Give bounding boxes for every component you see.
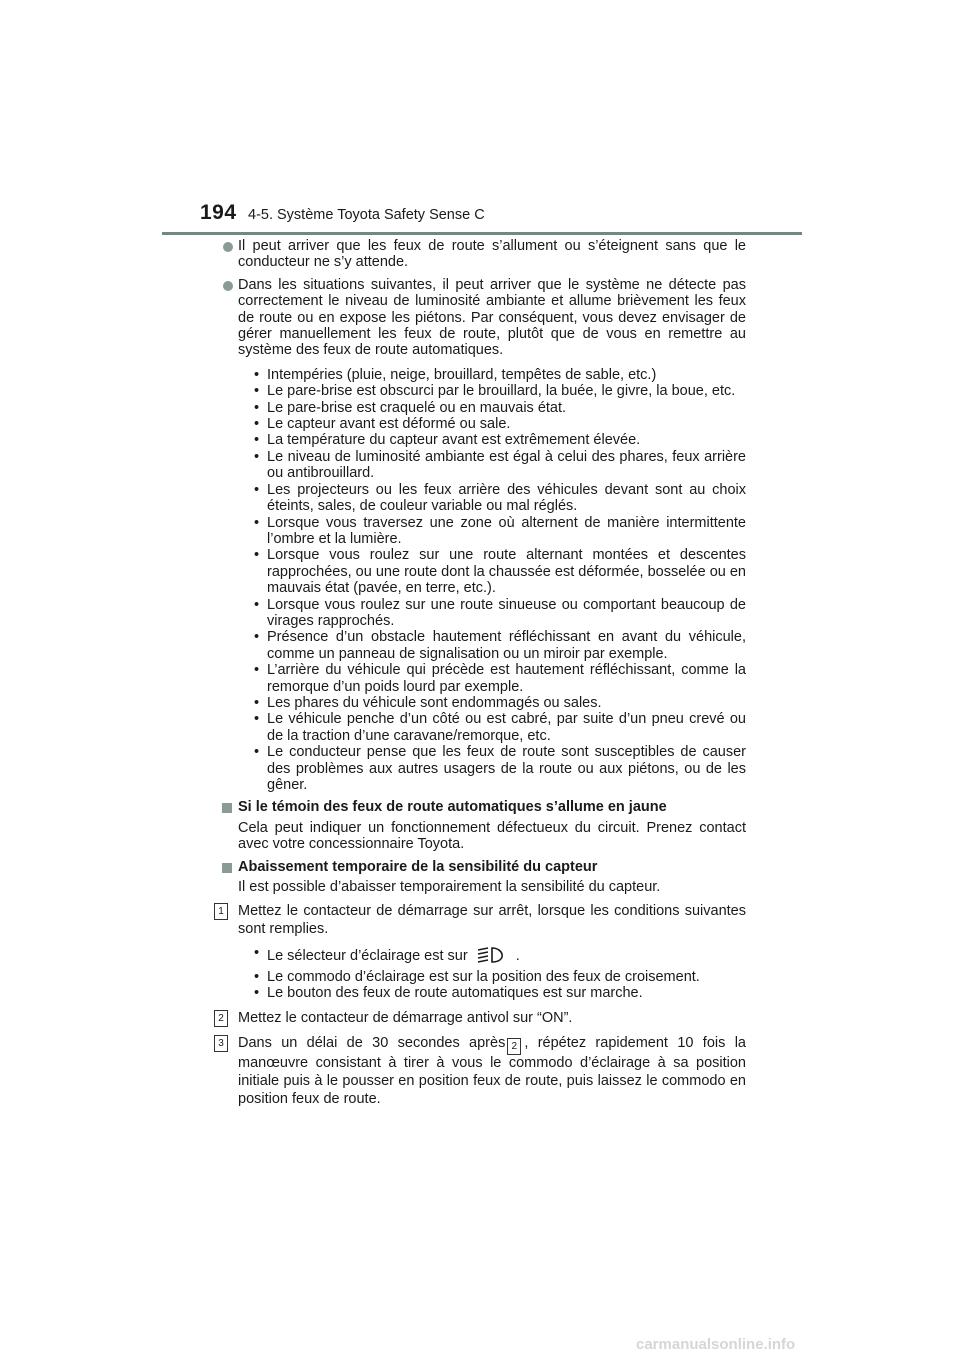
page-content — [218, 238, 746, 1108]
step-reference-2: 2 — [507, 1038, 521, 1055]
step-number-2: 2 — [214, 1010, 228, 1027]
condition-text: Le sélecteur d’éclairage est sur — [267, 947, 468, 964]
section-heading-yellow-indicator: Si le témoin des feux de route automatiques s’allume en jaune — [222, 799, 746, 815]
watermark: carmanualsonline.info — [636, 1336, 796, 1353]
step-2 — [218, 1009, 746, 1028]
list-item: • La température du capteur avant est extrêmement élevée. — [254, 432, 746, 448]
page-number: 194 — [200, 201, 237, 224]
list-item: • Le pare-brise est obscurci par le brouillard, la buée, le givre, la boue, etc. — [254, 383, 746, 399]
note-paragraph: Il peut arriver que les feux de route s’allument ou s’éteignent sans que le conducteur ne s’y attende. — [222, 238, 746, 271]
note-paragraph-text: Dans les situations suivantes, il peut arriver que le système ne détecte pas correctement le niveau de luminosité ambiante et allume brièvement les feux de route ou en expose les piétons. Par conséquent, vous devez envisager de gérer manuellement les feux de route, plutôt que de vous en remettre au système des feux de route automatiques. — [238, 276, 746, 359]
list-item: • Le pare-brise est craquelé ou en mauvais état. — [254, 400, 746, 416]
step-1 — [218, 903, 746, 1002]
conditions-list — [238, 945, 746, 1002]
situations-list — [238, 367, 746, 794]
list-item: • Le bouton des feux de route automatiques est sur marche. — [254, 985, 746, 1001]
list-item: • Les phares du véhicule sont endommagés ou sales. — [254, 695, 746, 711]
list-item: • Présence d’un obstacle hautement réfléchissant en avant du véhicule, comme un panneau de signalisation ou un miroir par exemple. — [254, 629, 746, 662]
step-text-continued: , répétez rapidement 10 fois la manœuvre consistant à tirer à vous le commodo d’éclairage à sa position initiale puis à le pousser en position feux de route, puis laissez le commodo en position feux de route. — [238, 1035, 746, 1107]
list-item: • Intempéries (pluie, neige, brouillard, tempêtes de sable, etc.) — [254, 367, 746, 383]
condition-text-end: . — [515, 947, 520, 964]
note-paragraph — [222, 277, 746, 794]
step-3 — [218, 1035, 746, 1108]
low-beam-headlight-icon — [475, 945, 509, 969]
list-item: • L’arrière du véhicule qui précède est hautement réfléchissant, comme la remorque d’un poids lourd par exemple. — [254, 662, 746, 695]
section-text-yellow-indicator: Cela peut indiquer un fonctionnement défectueux du circuit. Prenez contact avec votre concessionnaire Toyota. — [238, 819, 746, 853]
step-text: Mettez le contacteur de démarrage sur arrêt, lorsque les conditions suivantes sont remplies. — [238, 903, 746, 938]
section-text-sensitivity: Il est possible d’abaisser temporairement la sensibilité du capteur. — [238, 879, 661, 896]
list-item: • Le véhicule penche d’un côté ou est cabré, par suite d’un pneu crevé ou de la traction d’une caravane/remorque, etc. — [254, 711, 746, 744]
step-number-3: 3 — [214, 1035, 228, 1052]
step-text: Dans un délai de 30 secondes après — [238, 1035, 506, 1052]
list-item: • Le niveau de luminosité ambiante est égal à celui des phares, feux arrière ou antibrouillard. — [254, 449, 746, 482]
list-item: • Lorsque vous roulez sur une route sinueuse ou comportant beaucoup de virages rapprochés. — [254, 597, 746, 630]
list-item — [254, 945, 746, 969]
step-number-1: 1 — [214, 903, 228, 920]
list-item: • Les projecteurs ou les feux arrière des véhicules devant sont au choix éteints, sales, de couleur variable ou mal réglés. — [254, 482, 746, 515]
step-text: Mettez le contacteur de démarrage antivol sur “ON”. — [238, 1009, 573, 1026]
section-title: 4-5. Système Toyota Safety Sense C — [248, 207, 485, 223]
list-item: • Le conducteur pense que les feux de route sont susceptibles de causer des problèmes aux autres usagers de la route ou aux piétons, ou de les gêner. — [254, 744, 746, 793]
list-item: • Le commodo d’éclairage est sur la position des feux de croisement. — [254, 969, 746, 985]
list-item: • Lorsque vous traversez une zone où alternent de manière intermittente l’ombre et la lumière. — [254, 515, 746, 548]
list-item: • Lorsque vous roulez sur une route alternant montées et descentes rapprochées, ou une route dont la chaussée est déformée, bosselée ou en mauvais état (pavée, en terre, etc.). — [254, 547, 746, 596]
list-item: • Le capteur avant est déformé ou sale. — [254, 416, 746, 432]
section-heading-sensitivity: Abaissement temporaire de la sensibilité du capteur — [222, 859, 746, 875]
header-divider — [162, 232, 802, 235]
